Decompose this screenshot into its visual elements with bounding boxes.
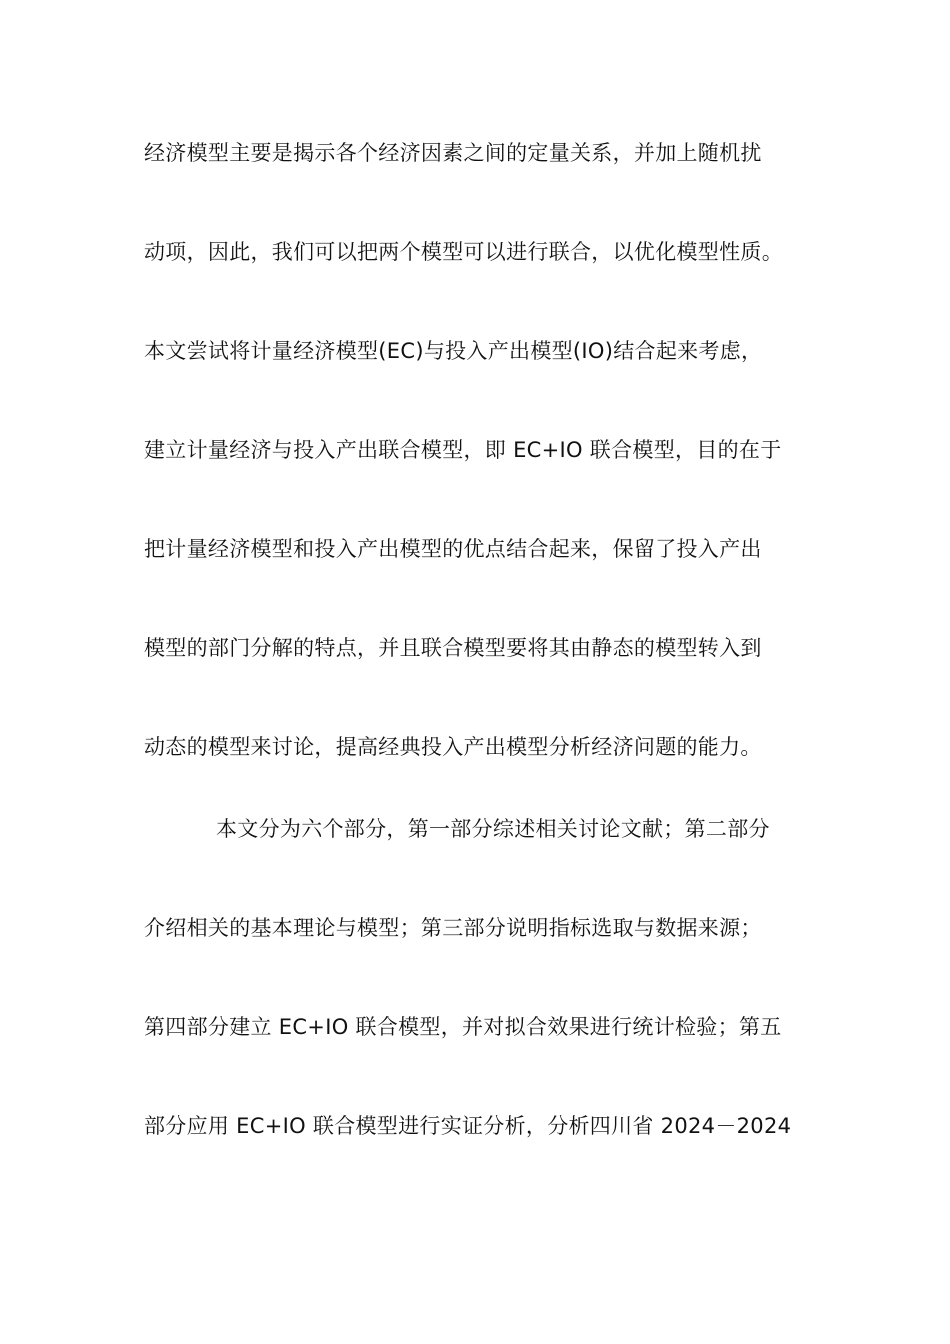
text-line-6: 模型的部门分解的特点，并且联合模型要将其由静态的模型转入到 [144,636,762,660]
text-line-8-paragraph-start: 本文分为六个部分，第一部分综述相关讨论文献；第二部分 [216,817,770,841]
text-line-1: 经济模型主要是揭示各个经济因素之间的定量关系，并加上随机扰 [144,141,762,165]
text-line-7: 动态的模型来讨论，提高经典投入产出模型分析经济问题的能力。 [144,735,762,759]
text-line-2: 动项，因此，我们可以把两个模型可以进行联合，以优化模型性质。 [144,240,783,264]
text-line-5: 把计量经济模型和投入产出模型的优点结合起来，保留了投入产出 [144,537,762,561]
text-line-4: 建立计量经济与投入产出联合模型，即 EC+IO 联合模型，目的在于 [144,438,782,462]
text-line-9: 介绍相关的基本理论与模型；第三部分说明指标选取与数据来源； [144,916,762,940]
text-line-10: 第四部分建立 EC+IO 联合模型，并对拟合效果进行统计检验；第五 [144,1015,782,1039]
text-line-11: 部分应用 EC+IO 联合模型进行实证分析，分析四川省 2024－2024 [144,1114,792,1138]
text-line-3: 本文尝试将计量经济模型(EC)与投入产出模型(IO)结合起来考虑， [144,339,763,363]
